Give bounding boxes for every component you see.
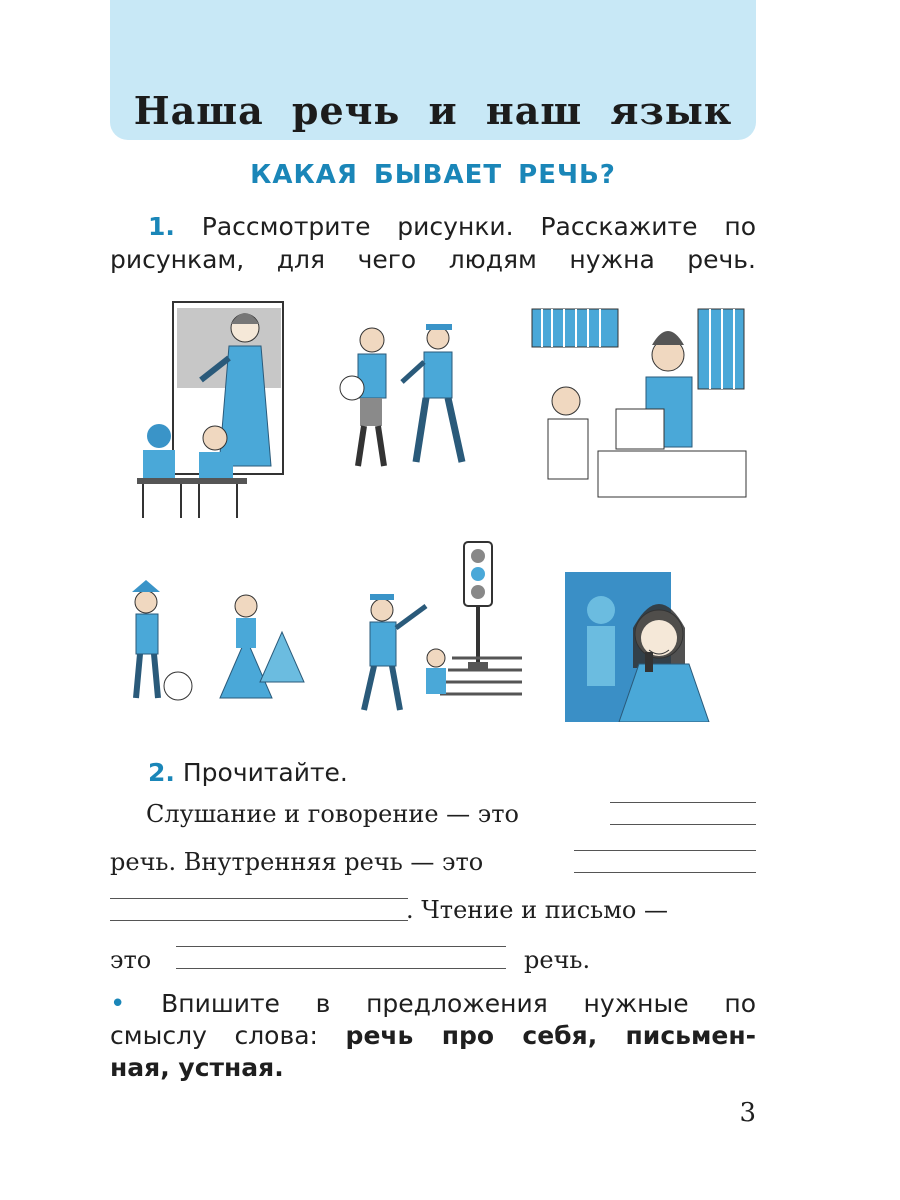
- phone-call-illustration: [565, 572, 723, 722]
- answer-line-4b[interactable]: [176, 968, 506, 969]
- bullet-icon: •: [110, 989, 126, 1019]
- exercise-1-number: 1.: [148, 212, 175, 241]
- instruction-words-1: речь про себя, письмен-: [345, 1021, 756, 1050]
- instruction-line-1: [110, 988, 756, 1020]
- section-title: КАКАЯ БЫВАЕТ РЕЧЬ?: [250, 160, 616, 190]
- answer-line-4a[interactable]: [176, 946, 506, 947]
- exercise-1: [110, 210, 756, 276]
- teacher-classroom-illustration: [137, 298, 287, 520]
- instruction-line-2: [110, 1020, 756, 1052]
- instruction-note: [110, 988, 756, 1084]
- children-in-forest-illustration: [110, 578, 310, 708]
- exercise-1-text-1: Рассмотрите рисунки. Расскажите по: [201, 212, 756, 241]
- exercise-2-title: Прочитайте.: [182, 758, 348, 787]
- exercise-1-line-1: [110, 210, 756, 243]
- fill-text-line-4b: речь.: [524, 946, 591, 974]
- exercise-1-text-2: рисункам, для чего людям нужна речь.: [110, 245, 756, 274]
- fill-text-line-2: речь. Внутренняя речь — это: [110, 848, 484, 876]
- fill-text-line-1: Слушание и говорение — это: [146, 800, 519, 828]
- instruction-line-3: [110, 1052, 756, 1084]
- answer-line-1a[interactable]: [610, 802, 756, 803]
- exercise-2-number: 2.: [148, 758, 175, 787]
- answer-line-2b[interactable]: [574, 872, 756, 873]
- fill-text-line-3: . Чтение и письмо —: [406, 896, 668, 924]
- fill-text-line-4a: это: [110, 946, 152, 974]
- exercise-2-heading: [148, 758, 348, 787]
- boys-with-ball-illustration: [330, 318, 480, 478]
- instruction-text-2: смыслу слова:: [110, 1021, 346, 1050]
- library-illustration: [528, 305, 748, 505]
- page-title: Наша речь и наш язык: [133, 88, 733, 133]
- answer-line-3a[interactable]: [110, 898, 408, 899]
- instruction-text-1: Впишите в предложения нужные по: [161, 989, 756, 1018]
- answer-line-1b[interactable]: [610, 824, 756, 825]
- answer-line-3b[interactable]: [110, 920, 408, 921]
- instruction-words-2: ная, устная.: [110, 1053, 284, 1082]
- page-number: 3: [739, 1098, 756, 1128]
- traffic-light-crossing-illustration: [352, 538, 527, 718]
- answer-line-2a[interactable]: [574, 850, 756, 851]
